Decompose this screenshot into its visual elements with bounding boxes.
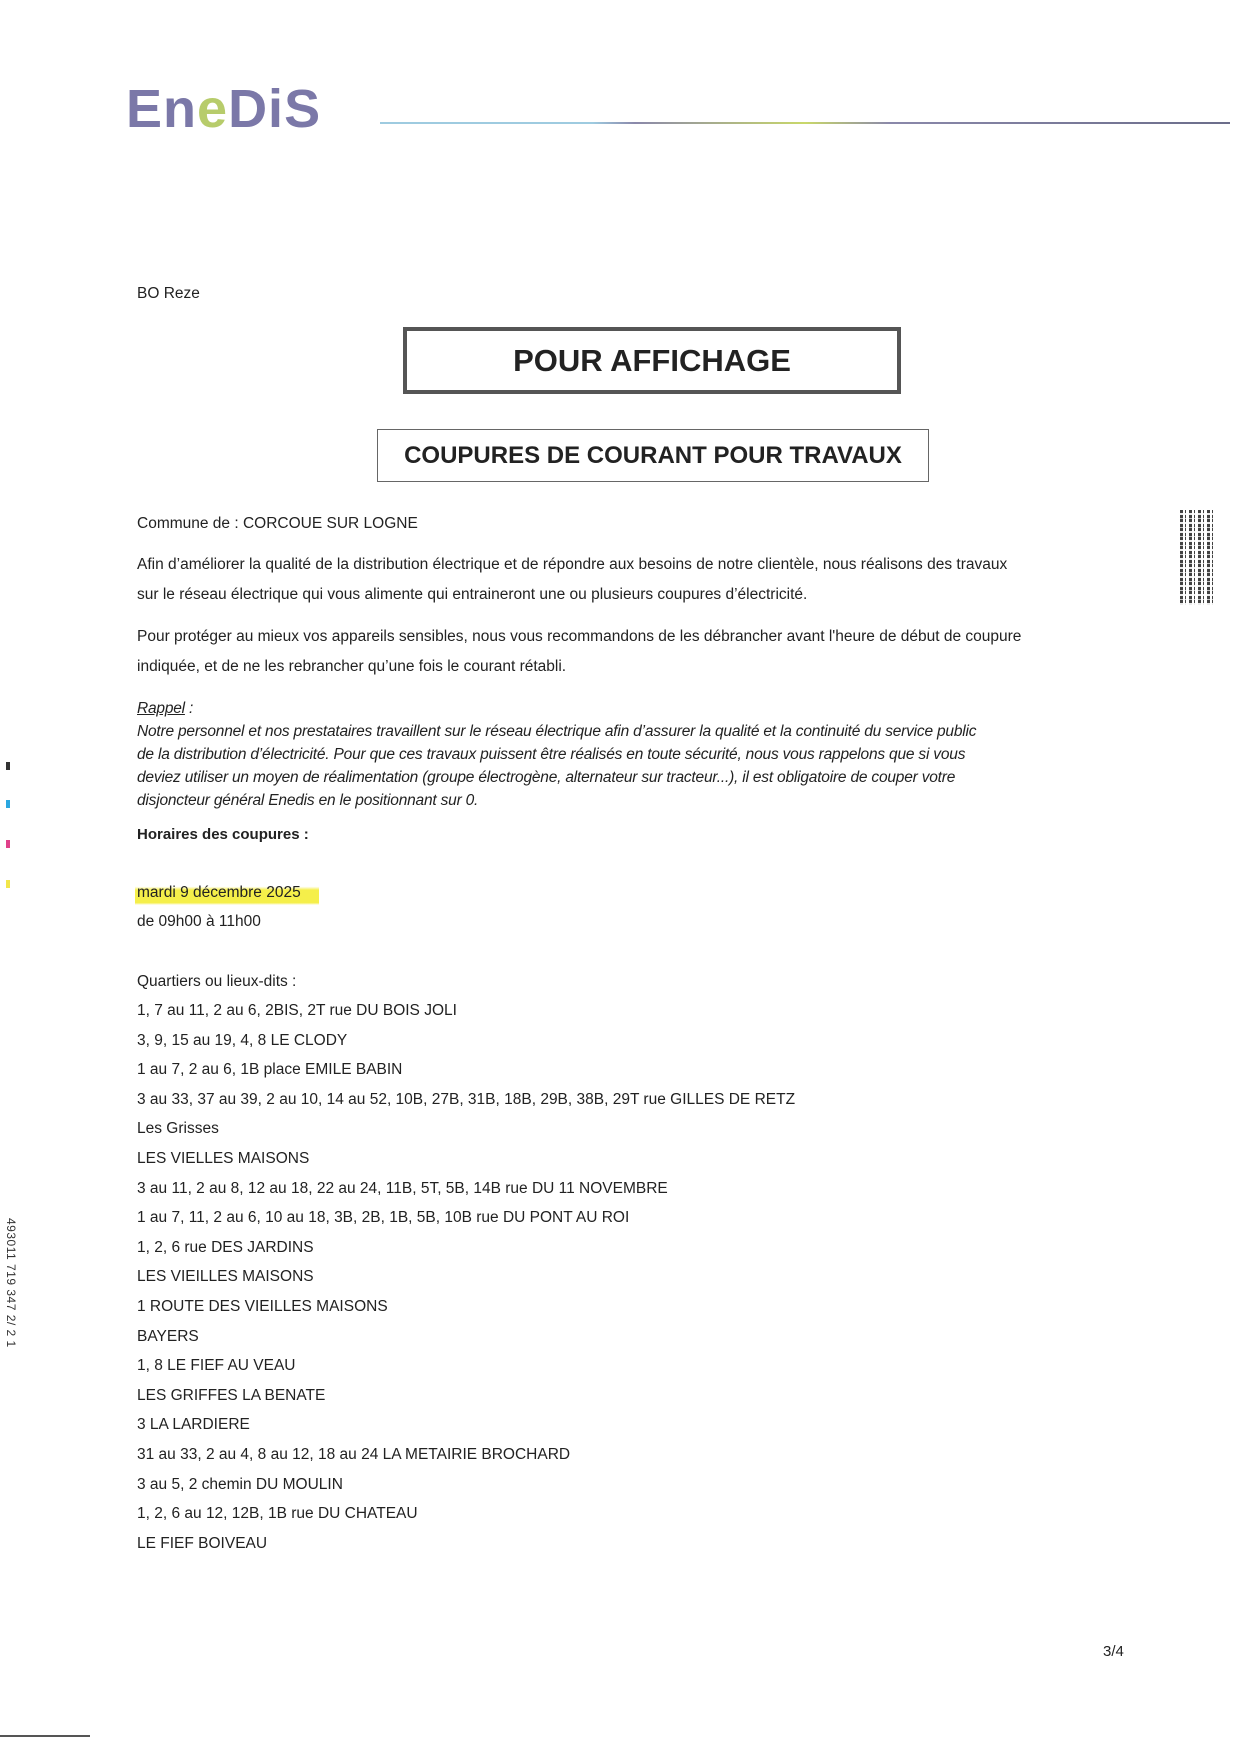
rappel-line: disjoncteur général Enedis en le positionnant sur 0. bbox=[137, 792, 479, 809]
para2-line: Pour protéger au mieux vos appareils sensibles, nous vous recommandons de les débrancher avant l'heure de début de coupure bbox=[137, 628, 1022, 645]
quartier-item: BAYERS bbox=[137, 1327, 199, 1345]
page-number: 3/4 bbox=[1103, 1643, 1124, 1660]
para1-line: Afin d’améliorer la qualité de la distribution électrique et de répondre aux besoins de notre clientèle, nous réalisons des travaux bbox=[137, 556, 1008, 573]
quartier-item: 1, 7 au 11, 2 au 6, 2BIS, 2T rue DU BOIS JOLI bbox=[137, 1002, 457, 1019]
enedis-logo: EneDiS bbox=[126, 79, 322, 139]
header-rule bbox=[380, 122, 1230, 124]
main-title: POUR AFFICHAGE bbox=[403, 327, 901, 394]
rappel-line: Notre personnel et nos prestataires travaillent sur le réseau électrique afin d’assurer la qualité et la continuité du service public bbox=[137, 723, 977, 740]
quartier-item: 3 au 5, 2 chemin DU MOULIN bbox=[137, 1475, 343, 1493]
quartier-item: LE FIEF BOIVEAU bbox=[137, 1534, 268, 1552]
para1-line: sur le réseau électrique qui vous alimente qui entraineront une ou plusieurs coupures d’électricité. bbox=[137, 586, 808, 603]
quartier-item: 3, 9, 15 au 19, 4, 8 LE CLODY bbox=[137, 1031, 348, 1049]
quartier-item: 3 LA LARDIERE bbox=[137, 1416, 250, 1434]
horaires-label: Horaires des coupures : bbox=[137, 826, 309, 843]
scan-edge-line bbox=[0, 1735, 90, 1737]
commune: Commune de : CORCOUE SUR LOGNE bbox=[137, 515, 418, 532]
scan-mark-yellow bbox=[6, 880, 10, 888]
cut-time: de 09h00 à 11h00 bbox=[137, 913, 261, 930]
side-reference-code: 493011 719 347 2/ 2 1 bbox=[4, 1218, 18, 1348]
quartier-item: 1, 2, 6 au 12, 12B, 1B rue DU CHATEAU bbox=[137, 1505, 418, 1523]
quartier-item: LES GRIFFES LA BENATE bbox=[137, 1386, 326, 1404]
quartier-item: 1 au 7, 2 au 6, 1B place EMILE BABIN bbox=[137, 1061, 403, 1079]
sub-title: COUPURES DE COURANT POUR TRAVAUX bbox=[377, 429, 929, 482]
scan-mark-magenta bbox=[6, 840, 10, 848]
quartier-item: Les Grisses bbox=[137, 1120, 219, 1138]
quartier-item: LES VIEILLES MAISONS bbox=[137, 1268, 314, 1286]
quartier-item: 1 ROUTE DES VIEILLES MAISONS bbox=[137, 1298, 388, 1315]
scan-mark-cyan bbox=[6, 800, 10, 808]
rappel-line: de la distribution d’électricité. Pour que ces travaux puissent être réalisés en toute sécurité, nous vous rappelons que si vous bbox=[137, 746, 966, 763]
scan-mark-black bbox=[6, 762, 10, 770]
quartier-item: LES VIELLES MAISONS bbox=[137, 1150, 310, 1167]
quartier-item: 3 au 11, 2 au 8, 12 au 18, 22 au 24, 11B, 5T, 5B, 14B rue DU 11 NOVEMBRE bbox=[137, 1179, 668, 1197]
quartier-item: 1, 8 LE FIEF AU VEAU bbox=[137, 1357, 296, 1375]
quartier-item: 31 au 33, 2 au 4, 8 au 12, 18 au 24 LA METAIRIE BROCHARD bbox=[137, 1446, 571, 1463]
quartiers-label: Quartiers ou lieux-dits : bbox=[137, 973, 297, 990]
rappel-line: deviez utiliser un moyen de réalimentation (groupe électrogène, alternateur sur tracteur...), il est obligatoire de couper votre bbox=[137, 769, 956, 786]
quartier-item: 1 au 7, 11, 2 au 6, 10 au 18, 3B, 2B, 1B, 5B, 10B rue DU PONT AU ROI bbox=[137, 1209, 630, 1227]
cut-date: mardi 9 décembre 2025 bbox=[137, 884, 319, 902]
quartier-item: 3 au 33, 37 au 39, 2 au 10, 14 au 52, 10B, 27B, 31B, 18B, 29B, 38B, 29T rue GILLES DE RETZ bbox=[137, 1090, 796, 1108]
sender: BO Reze bbox=[137, 285, 200, 302]
quartier-item: 1, 2, 6 rue DES JARDINS bbox=[137, 1238, 314, 1256]
para2-line: indiquée, et de ne les rebrancher qu’une fois le courant rétabli. bbox=[137, 658, 567, 675]
datamatrix-code-overlay bbox=[1180, 510, 1216, 605]
rappel-heading: Rappel : bbox=[137, 700, 194, 717]
